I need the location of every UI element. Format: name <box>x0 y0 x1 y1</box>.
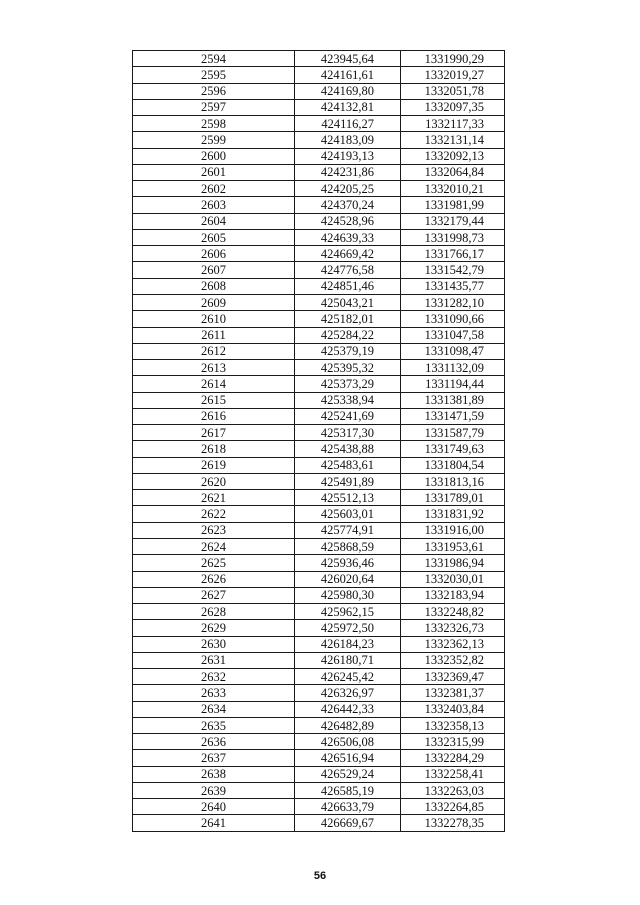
point-number-cell: 2597 <box>133 99 295 115</box>
table-row <box>133 555 505 571</box>
table-row <box>133 750 505 766</box>
table-row <box>133 51 505 67</box>
point-number-cell: 2618 <box>133 441 295 457</box>
x-coordinate-cell: 424776,58 <box>295 262 401 278</box>
x-coordinate-cell: 424132,81 <box>295 99 401 115</box>
x-coordinate-cell: 425512,13 <box>295 490 401 506</box>
y-coordinate-cell: 1331981,99 <box>401 197 505 213</box>
point-number-cell: 2628 <box>133 604 295 620</box>
table-row <box>133 116 505 132</box>
y-coordinate-cell: 1331953,61 <box>401 538 505 554</box>
table-row <box>133 473 505 489</box>
table-row <box>133 522 505 538</box>
table-row <box>133 441 505 457</box>
x-coordinate-cell: 424669,42 <box>295 246 401 262</box>
x-coordinate-cell: 424370,24 <box>295 197 401 213</box>
point-number-cell: 2599 <box>133 132 295 148</box>
table-row <box>133 181 505 197</box>
x-coordinate-cell: 425483,61 <box>295 457 401 473</box>
x-coordinate-cell: 425603,01 <box>295 506 401 522</box>
table-row <box>133 262 505 278</box>
y-coordinate-cell: 1332248,82 <box>401 604 505 620</box>
point-number-cell: 2615 <box>133 392 295 408</box>
y-coordinate-cell: 1332183,94 <box>401 587 505 603</box>
table-row <box>133 278 505 294</box>
point-number-cell: 2620 <box>133 473 295 489</box>
table-row <box>133 652 505 668</box>
point-number-cell: 2609 <box>133 294 295 310</box>
point-number-cell: 2613 <box>133 360 295 376</box>
x-coordinate-cell: 425182,01 <box>295 311 401 327</box>
y-coordinate-cell: 1332284,29 <box>401 750 505 766</box>
y-coordinate-cell: 1331090,66 <box>401 311 505 327</box>
point-number-cell: 2640 <box>133 799 295 815</box>
table-row <box>133 799 505 815</box>
page-number: 56 <box>313 870 327 882</box>
table-row <box>133 360 505 376</box>
y-coordinate-cell: 1331381,89 <box>401 392 505 408</box>
y-coordinate-cell: 1332064,84 <box>401 164 505 180</box>
x-coordinate-cell: 424528,96 <box>295 213 401 229</box>
x-coordinate-cell: 424231,86 <box>295 164 401 180</box>
x-coordinate-cell: 424161,61 <box>295 67 401 83</box>
y-coordinate-cell: 1331986,94 <box>401 555 505 571</box>
x-coordinate-cell: 425936,46 <box>295 555 401 571</box>
point-number-cell: 2629 <box>133 620 295 636</box>
point-number-cell: 2605 <box>133 229 295 245</box>
point-number-cell: 2601 <box>133 164 295 180</box>
x-coordinate-cell: 426516,94 <box>295 750 401 766</box>
x-coordinate-cell: 424183,09 <box>295 132 401 148</box>
point-number-cell: 2610 <box>133 311 295 327</box>
y-coordinate-cell: 1331282,10 <box>401 294 505 310</box>
y-coordinate-cell: 1332030,01 <box>401 571 505 587</box>
point-number-cell: 2623 <box>133 522 295 538</box>
y-coordinate-cell: 1331194,44 <box>401 376 505 392</box>
y-coordinate-cell: 1332263,03 <box>401 782 505 798</box>
point-number-cell: 2611 <box>133 327 295 343</box>
y-coordinate-cell: 1332051,78 <box>401 83 505 99</box>
table-row <box>133 457 505 473</box>
point-number-cell: 2596 <box>133 83 295 99</box>
y-coordinate-cell: 1331749,63 <box>401 441 505 457</box>
coordinates-table-body <box>133 51 505 832</box>
x-coordinate-cell: 425491,89 <box>295 473 401 489</box>
x-coordinate-cell: 426633,79 <box>295 799 401 815</box>
table-row <box>133 734 505 750</box>
x-coordinate-cell: 426585,19 <box>295 782 401 798</box>
point-number-cell: 2636 <box>133 734 295 750</box>
x-coordinate-cell: 425438,88 <box>295 441 401 457</box>
point-number-cell: 2606 <box>133 246 295 262</box>
y-coordinate-cell: 1331916,00 <box>401 522 505 538</box>
x-coordinate-cell: 426482,89 <box>295 717 401 733</box>
y-coordinate-cell: 1332315,99 <box>401 734 505 750</box>
table-row <box>133 701 505 717</box>
table-row <box>133 425 505 441</box>
x-coordinate-cell: 425395,32 <box>295 360 401 376</box>
x-coordinate-cell: 423945,64 <box>295 51 401 67</box>
y-coordinate-cell: 1332019,27 <box>401 67 505 83</box>
y-coordinate-cell: 1332131,14 <box>401 132 505 148</box>
point-number-cell: 2630 <box>133 636 295 652</box>
table-row <box>133 83 505 99</box>
y-coordinate-cell: 1332358,13 <box>401 717 505 733</box>
y-coordinate-cell: 1332117,33 <box>401 116 505 132</box>
table-row <box>133 246 505 262</box>
y-coordinate-cell: 1332352,82 <box>401 652 505 668</box>
point-number-cell: 2635 <box>133 717 295 733</box>
table-row <box>133 197 505 213</box>
table-row <box>133 685 505 701</box>
point-number-cell: 2604 <box>133 213 295 229</box>
table-row <box>133 620 505 636</box>
x-coordinate-cell: 425972,50 <box>295 620 401 636</box>
x-coordinate-cell: 425868,59 <box>295 538 401 554</box>
x-coordinate-cell: 425317,30 <box>295 425 401 441</box>
point-number-cell: 2621 <box>133 490 295 506</box>
table-row <box>133 538 505 554</box>
y-coordinate-cell: 1331132,09 <box>401 360 505 376</box>
point-number-cell: 2641 <box>133 815 295 831</box>
table-row <box>133 164 505 180</box>
y-coordinate-cell: 1331471,59 <box>401 408 505 424</box>
table-row <box>133 327 505 343</box>
x-coordinate-cell: 426245,42 <box>295 669 401 685</box>
point-number-cell: 2612 <box>133 343 295 359</box>
table-row <box>133 571 505 587</box>
point-number-cell: 2603 <box>133 197 295 213</box>
table-row <box>133 99 505 115</box>
x-coordinate-cell: 425962,15 <box>295 604 401 620</box>
table-row <box>133 132 505 148</box>
table-row <box>133 604 505 620</box>
y-coordinate-cell: 1331813,16 <box>401 473 505 489</box>
point-number-cell: 2626 <box>133 571 295 587</box>
table-row <box>133 229 505 245</box>
y-coordinate-cell: 1331047,58 <box>401 327 505 343</box>
y-coordinate-cell: 1332092,13 <box>401 148 505 164</box>
y-coordinate-cell: 1332362,13 <box>401 636 505 652</box>
x-coordinate-cell: 424205,25 <box>295 181 401 197</box>
x-coordinate-cell: 425379,19 <box>295 343 401 359</box>
point-number-cell: 2600 <box>133 148 295 164</box>
x-coordinate-cell: 426529,24 <box>295 766 401 782</box>
y-coordinate-cell: 1331098,47 <box>401 343 505 359</box>
point-number-cell: 2602 <box>133 181 295 197</box>
x-coordinate-cell: 425980,30 <box>295 587 401 603</box>
y-coordinate-cell: 1332403,84 <box>401 701 505 717</box>
point-number-cell: 2639 <box>133 782 295 798</box>
x-coordinate-cell: 426020,64 <box>295 571 401 587</box>
y-coordinate-cell: 1332010,21 <box>401 181 505 197</box>
y-coordinate-cell: 1332179,44 <box>401 213 505 229</box>
table-row <box>133 717 505 733</box>
point-number-cell: 2625 <box>133 555 295 571</box>
table-row <box>133 815 505 831</box>
x-coordinate-cell: 425284,22 <box>295 327 401 343</box>
table-row <box>133 408 505 424</box>
table-row <box>133 392 505 408</box>
table-row <box>133 490 505 506</box>
point-number-cell: 2598 <box>133 116 295 132</box>
table-row <box>133 67 505 83</box>
x-coordinate-cell: 425043,21 <box>295 294 401 310</box>
x-coordinate-cell: 425774,91 <box>295 522 401 538</box>
point-number-cell: 2617 <box>133 425 295 441</box>
x-coordinate-cell: 426180,71 <box>295 652 401 668</box>
x-coordinate-cell: 426442,33 <box>295 701 401 717</box>
point-number-cell: 2632 <box>133 669 295 685</box>
y-coordinate-cell: 1331542,79 <box>401 262 505 278</box>
table-row <box>133 148 505 164</box>
x-coordinate-cell: 425373,29 <box>295 376 401 392</box>
x-coordinate-cell: 424193,13 <box>295 148 401 164</box>
x-coordinate-cell: 424169,80 <box>295 83 401 99</box>
table-row <box>133 587 505 603</box>
x-coordinate-cell: 426669,67 <box>295 815 401 831</box>
y-coordinate-cell: 1332258,41 <box>401 766 505 782</box>
point-number-cell: 2619 <box>133 457 295 473</box>
x-coordinate-cell: 426506,08 <box>295 734 401 750</box>
point-number-cell: 2624 <box>133 538 295 554</box>
point-number-cell: 2614 <box>133 376 295 392</box>
table-row <box>133 766 505 782</box>
point-number-cell: 2594 <box>133 51 295 67</box>
y-coordinate-cell: 1331831,92 <box>401 506 505 522</box>
y-coordinate-cell: 1332326,73 <box>401 620 505 636</box>
point-number-cell: 2638 <box>133 766 295 782</box>
y-coordinate-cell: 1332381,37 <box>401 685 505 701</box>
x-coordinate-cell: 424639,33 <box>295 229 401 245</box>
coordinates-table <box>132 50 505 832</box>
point-number-cell: 2634 <box>133 701 295 717</box>
table-row <box>133 343 505 359</box>
x-coordinate-cell: 424116,27 <box>295 116 401 132</box>
y-coordinate-cell: 1331804,54 <box>401 457 505 473</box>
point-number-cell: 2631 <box>133 652 295 668</box>
x-coordinate-cell: 425338,94 <box>295 392 401 408</box>
y-coordinate-cell: 1331587,79 <box>401 425 505 441</box>
point-number-cell: 2633 <box>133 685 295 701</box>
y-coordinate-cell: 1331990,29 <box>401 51 505 67</box>
table-row <box>133 294 505 310</box>
x-coordinate-cell: 426326,97 <box>295 685 401 701</box>
point-number-cell: 2616 <box>133 408 295 424</box>
y-coordinate-cell: 1332278,35 <box>401 815 505 831</box>
table-row <box>133 376 505 392</box>
x-coordinate-cell: 425241,69 <box>295 408 401 424</box>
point-number-cell: 2608 <box>133 278 295 294</box>
table-row <box>133 782 505 798</box>
x-coordinate-cell: 424851,46 <box>295 278 401 294</box>
table-row <box>133 636 505 652</box>
x-coordinate-cell: 426184,23 <box>295 636 401 652</box>
table-row <box>133 669 505 685</box>
y-coordinate-cell: 1332264,85 <box>401 799 505 815</box>
table-row <box>133 213 505 229</box>
point-number-cell: 2622 <box>133 506 295 522</box>
y-coordinate-cell: 1332369,47 <box>401 669 505 685</box>
y-coordinate-cell: 1331789,01 <box>401 490 505 506</box>
point-number-cell: 2627 <box>133 587 295 603</box>
point-number-cell: 2607 <box>133 262 295 278</box>
y-coordinate-cell: 1331766,17 <box>401 246 505 262</box>
point-number-cell: 2637 <box>133 750 295 766</box>
y-coordinate-cell: 1332097,35 <box>401 99 505 115</box>
table-row <box>133 506 505 522</box>
y-coordinate-cell: 1331435,77 <box>401 278 505 294</box>
point-number-cell: 2595 <box>133 67 295 83</box>
y-coordinate-cell: 1331998,73 <box>401 229 505 245</box>
table-row <box>133 311 505 327</box>
